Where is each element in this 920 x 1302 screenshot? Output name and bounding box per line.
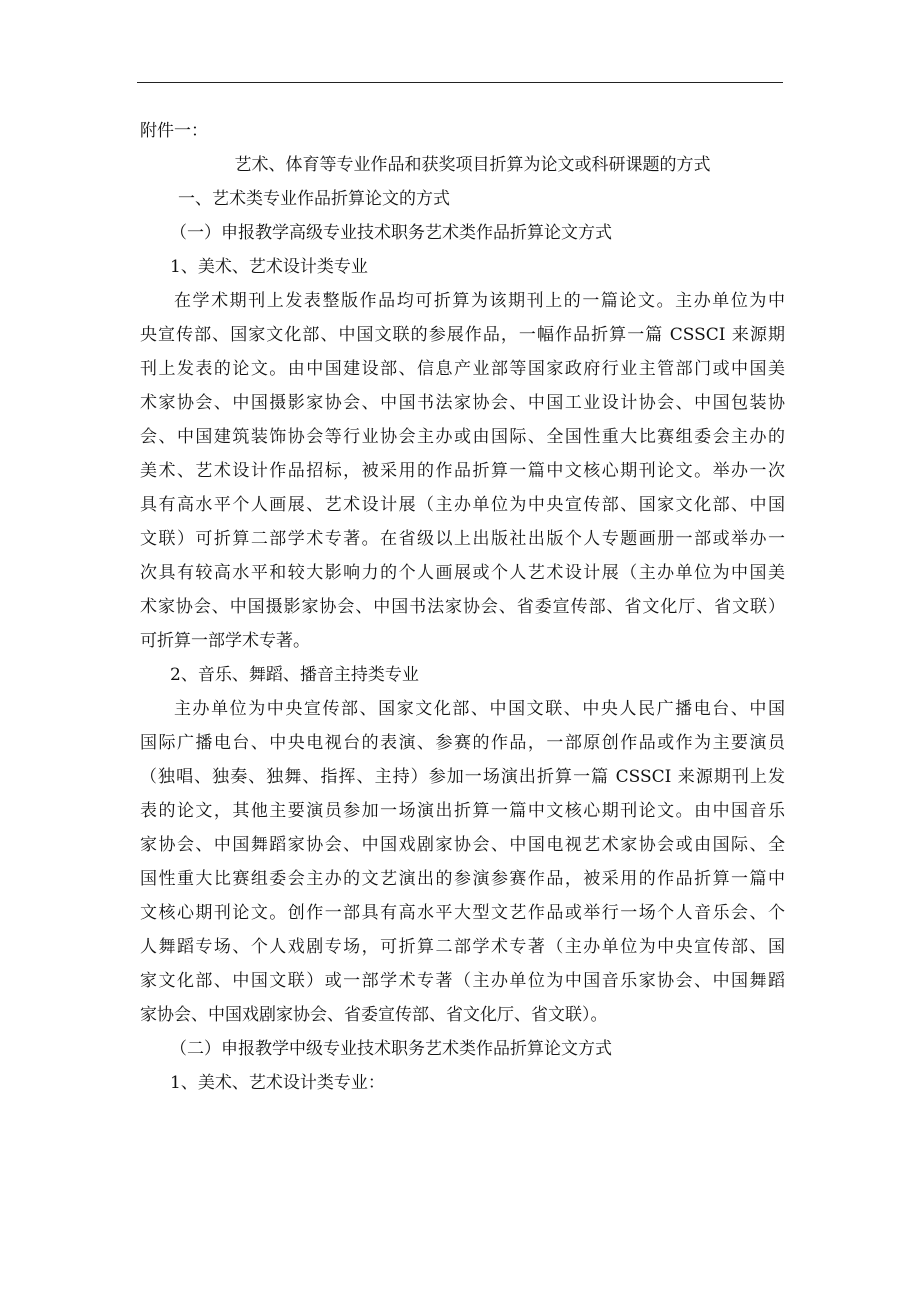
paragraph-line: 文联）可折算二部学术专著。在省级以上出版社出版个人专题画册一部或举办一 xyxy=(140,529,785,549)
document-title: 艺术、体育等专业作品和获奖项目折算为论文或科研课题的方式 xyxy=(234,155,711,175)
paragraph-line: 家协会、中国戏剧家协会、省委宣传部、省文化厅、省文联）。 xyxy=(140,1005,608,1025)
paragraph-line: 国际广播电台、中央电视台的表演、参赛的作品，一部原创作品或作为主要演员 xyxy=(140,733,785,753)
paragraph-line: 美术、艺术设计作品招标，被采用的作品折算一篇中文核心期刊论文。举办一次 xyxy=(140,461,785,481)
paragraph-line: （独唱、独奏、独舞、指挥、主持）参加一场演出折算一篇 CSSCI 来源期刊上发 xyxy=(140,767,785,787)
item1-heading: 1、美术、艺术设计类专业 xyxy=(170,257,368,277)
paragraph-line: 具有高水平个人画展、艺术设计展（主办单位为中央宣传部、国家文化部、中国 xyxy=(140,495,785,515)
section1-heading: 一、艺术类专业作品折算论文的方式 xyxy=(178,189,450,209)
paragraph-1 xyxy=(140,284,785,658)
paragraph-line: 家文化部、中国文联）或一部学术专著（主办单位为中国音乐家协会、中国舞蹈 xyxy=(140,971,785,991)
paragraph-line: 术家协会、中国摄影家协会、中国书法家协会、省委宣传部、省文化厅、省文联） xyxy=(140,597,785,617)
paragraph-line: 次具有较高水平和较大影响力的个人画展或个人艺术设计展（主办单位为中国美 xyxy=(140,563,785,583)
paragraph-line: 央宣传部、国家文化部、中国文联的参展作品，一幅作品折算一篇 CSSCI 来源期 xyxy=(140,325,785,345)
paragraph-line: 会、中国建筑装饰协会等行业协会主办或由国际、全国性重大比赛组委会主办的 xyxy=(140,427,785,447)
paragraph-line: 术家协会、中国摄影家协会、中国书法家协会、中国工业设计协会、中国包装协 xyxy=(140,393,785,413)
paragraph-line: 文核心期刊论文。创作一部具有高水平大型文艺作品或举行一场个人音乐会、个 xyxy=(140,903,785,923)
subsection1-heading: （一）申报教学高级专业技术职务艺术类作品折算论文方式 xyxy=(170,223,612,243)
paragraph-line: 家协会、中国舞蹈家协会、中国戏剧家协会、中国电视艺术家协会或由国际、全 xyxy=(140,835,785,855)
item3-heading: 1、美术、艺术设计类专业： xyxy=(170,1073,385,1093)
paragraph-line: 表的论文，其他主要演员参加一场演出折算一篇中文核心期刊论文。由中国音乐 xyxy=(140,801,785,821)
item2-heading: 2、音乐、舞蹈、播音主持类专业 xyxy=(170,665,419,685)
paragraph-line: 在学术期刊上发表整版作品均可折算为该期刊上的一篇论文。主办单位为中 xyxy=(174,291,785,311)
header-rule xyxy=(137,82,783,83)
paragraph-line: 主办单位为中央宣传部、国家文化部、中国文联、中央人民广播电台、中国 xyxy=(174,699,785,719)
document-body xyxy=(140,114,785,1100)
paragraph-line: 国性重大比赛组委会主办的文艺演出的参演参赛作品，被采用的作品折算一篇中 xyxy=(140,869,785,889)
paragraph-line: 可折算一部学术专著。 xyxy=(140,631,310,651)
paragraph-2 xyxy=(140,692,785,1032)
attachment-label: 附件一： xyxy=(140,121,208,141)
paragraph-line: 人舞蹈专场、个人戏剧专场，可折算二部学术专著（主办单位为中央宣传部、国 xyxy=(140,937,785,957)
subsection2-heading: （二）申报教学中级专业技术职务艺术类作品折算论文方式 xyxy=(170,1039,612,1059)
paragraph-line: 刊上发表的论文。由中国建设部、信息产业部等国家政府行业主管部门或中国美 xyxy=(140,359,785,379)
